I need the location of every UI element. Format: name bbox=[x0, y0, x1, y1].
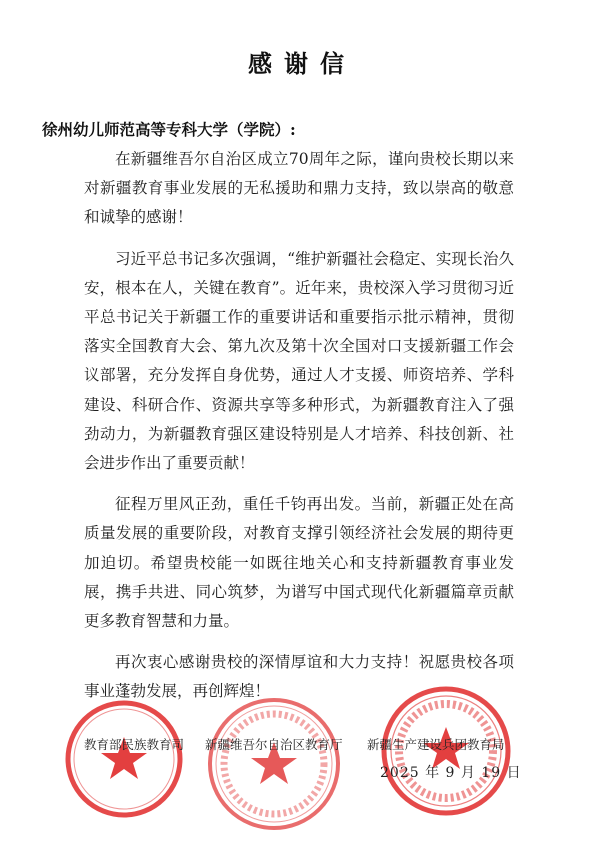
star-icon bbox=[251, 742, 297, 784]
letter-salutation: 徐州幼儿师范高等专科大学（学院）: bbox=[42, 120, 296, 139]
star-icon bbox=[423, 727, 469, 769]
body-paragraph-4: 再次衷心感谢贵校的深情厚谊和大力支持！祝愿贵校各项事业蓬勃发展，再创辉煌！ bbox=[84, 653, 514, 701]
letter-title: 感谢信 bbox=[248, 49, 356, 78]
seal-minzu-jiaoyu-si bbox=[62, 697, 186, 821]
body-paragraph-2: 习近平总书记多次强调，“维护新疆社会稳定、实现长治久安，根本在人，关键在教育”。近年来，贵校深入学习贯彻习近平总书记关于新疆工作的重要讲话和重要指示批示精神，贯彻落实全国教育大会、第九次及第十次全国对口支援新疆工作会议部署，充分发挥自身优势，通过人才支援、师资培养、学科建设、科研合作、资源共享等多种形式，为新疆教育注入了强劲动力，为新疆教育强区建设特别是人才培养、科技创新、社会进步作出了重要贡献！ bbox=[84, 249, 514, 473]
signatory-1: 教育部民族教育司 bbox=[84, 737, 185, 752]
signatory-2: 新疆维吾尔自治区教育厅 bbox=[205, 737, 343, 752]
body-paragraph-3: 征程万里风正劲，重任千钧再出发。当前，新疆正处在高质量发展的重要阶段，对教育支撑引领经济社会发展的期待更加迫切。希望贵校能一如既往地关心和支持新疆教育事业发展，携手共进、同心筑梦，为谱写中国式现代化新疆篇章贡献更多教育智慧和力量。 bbox=[84, 495, 514, 631]
seal-bingtuan-jiaoyu-ju bbox=[378, 683, 514, 819]
letter-body bbox=[84, 145, 514, 707]
seal-xinjiang-jiaoyu-ting bbox=[204, 694, 344, 834]
signatory-3: 新疆生产建设兵团教育局 bbox=[367, 737, 505, 752]
body-paragraph-1: 在新疆维吾尔自治区成立70周年之际，谨向贵校长期以来对新疆教育事业发展的无私援助和鼎力支持，致以崇高的敬意和诚挚的感谢！ bbox=[84, 150, 514, 227]
star-icon bbox=[101, 737, 147, 779]
letter-date: 2025 年 9 月 19 日 bbox=[380, 765, 522, 781]
